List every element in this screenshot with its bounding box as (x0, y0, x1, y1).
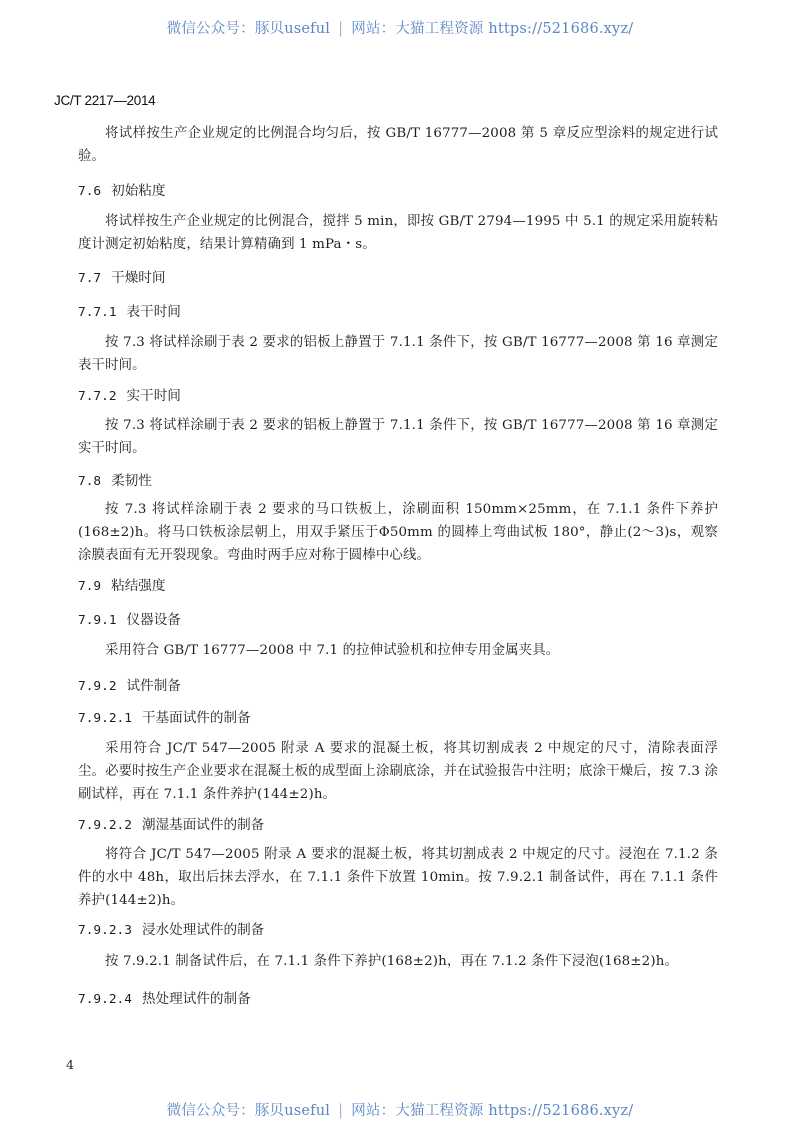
section-heading-7-9-2-1 (78, 708, 251, 729)
heading-number: 7.9.2.4 (78, 992, 132, 1007)
heading-title: 试件制备 (126, 678, 181, 694)
section-heading-7-7 (78, 268, 166, 289)
section-heading-7-8 (78, 471, 152, 492)
section-heading-7-9-2-4 (78, 989, 251, 1010)
heading-number: 7.6 (78, 184, 102, 199)
heading-number: 7.9.2 (78, 679, 117, 694)
heading-number: 7.7 (78, 271, 102, 286)
paragraph: 按 7.9.2.1 制备试件后，在 7.1.1 条件下养护(168±2)h，再在 7.1.2 条件下浸泡(168±2)h。 (105, 954, 679, 969)
section-heading-7-9-2 (78, 676, 181, 697)
heading-number: 7.9.1 (78, 613, 117, 628)
section-heading-7-9-1 (78, 610, 181, 631)
watermark-wechat: 微信公众号：豚贝useful (166, 21, 331, 37)
section-heading-7-9-2-3 (78, 920, 264, 941)
heading-number: 7.8 (78, 474, 102, 489)
document-code: JC/T 2217—2014 (54, 93, 156, 108)
watermark-website: 网站：大猫工程资源 https://521686.xyz/ (351, 21, 634, 37)
heading-title: 实干时间 (126, 388, 181, 404)
section-heading-7-9 (78, 576, 166, 597)
heading-title: 柔韧性 (111, 473, 152, 489)
heading-number: 7.7.2 (78, 389, 117, 404)
watermark-separator: | (338, 21, 344, 37)
heading-number: 7.9.2.2 (78, 818, 132, 833)
watermark-separator: | (338, 1103, 344, 1119)
watermark-website: 网站：大猫工程资源 https://521686.xyz/ (351, 1103, 634, 1119)
heading-title: 表干时间 (126, 304, 181, 320)
paragraph: 将试样按生产企业规定的比例混合，搅拌 5 min，即按 GB/T 2794—1995 中 5.1 的规定采用旋转粘度计测定初始粘度，结果计算精确到 1 mPa・s。 (78, 214, 718, 252)
section-heading-7-7-1 (78, 302, 181, 323)
paragraph: 将试样按生产企业规定的比例混合均匀后，按 GB/T 16777—2008 第 5 章反应型涂料的规定进行试验。 (78, 126, 718, 164)
paragraph: 采用符合 GB/T 16777—2008 中 7.1 的拉伸试验机和拉伸专用金属夹具。 (105, 643, 560, 658)
page-number: 4 (66, 1057, 74, 1072)
heading-title: 干燥时间 (111, 270, 166, 286)
watermark-wechat: 微信公众号：豚贝useful (166, 1103, 331, 1119)
heading-number: 7.7.1 (78, 305, 117, 320)
heading-title: 热处理试件的制备 (141, 991, 251, 1007)
heading-title: 浸水处理试件的制备 (141, 922, 265, 938)
heading-title: 仪器设备 (126, 612, 181, 628)
section-heading-7-9-2-2 (78, 815, 264, 836)
paragraph: 将符合 JC/T 547—2005 附录 A 要求的混凝土板，将其切割成表 2 中规定的尺寸。浸泡在 7.1.2 条件的水中 48h，取出后抹去浮水，在 7.1.1 条件下放置 10min。按 7.9.2.1 制备试件，再在 7.1.1 条件养护(144±2)h。 (78, 847, 718, 908)
heading-title: 干基面试件的制备 (141, 710, 251, 726)
section-heading-7-7-2 (78, 386, 181, 407)
heading-number: 7.9.2.3 (78, 923, 132, 938)
watermark-footer (0, 1099, 800, 1120)
heading-title: 粘结强度 (111, 578, 166, 594)
heading-number: 7.9 (78, 579, 102, 594)
paragraph: 按 7.3 将试样涂刷于表 2 要求的铝板上静置于 7.1.1 条件下，按 GB/T 16777—2008 第 16 章测定实干时间。 (78, 418, 718, 456)
section-heading-7-6 (78, 181, 166, 202)
paragraph: 按 7.3 将试样涂刷于表 2 要求的铝板上静置于 7.1.1 条件下，按 GB/T 16777—2008 第 16 章测定表干时间。 (78, 335, 718, 373)
heading-title: 初始粘度 (111, 183, 166, 199)
heading-title: 潮湿基面试件的制备 (141, 817, 265, 833)
paragraph: 按 7.3 将试样涂刷于表 2 要求的马口铁板上，涂刷面积 150mm×25mm，在 7.1.1 条件下养护(168±2)h。将马口铁板涂层朝上，用双手紧压于Φ50mm 的圆棒上弯曲试板 180°，静止(2～3)s，观察涂膜表面有无开裂现象。弯曲时两手应对称于圆棒中心线。 (78, 502, 718, 563)
watermark-header (0, 17, 800, 38)
paragraph: 采用符合 JC/T 547—2005 附录 A 要求的混凝土板，将其切割成表 2 中规定的尺寸，清除表面浮尘。必要时按生产企业要求在混凝土板的成型面上涂刷底涂，并在试验报告中注明；底涂干燥后，按 7.3 涂刷试样，再在 7.1.1 条件养护(144±2)h。 (78, 741, 718, 802)
heading-number: 7.9.2.1 (78, 711, 132, 726)
